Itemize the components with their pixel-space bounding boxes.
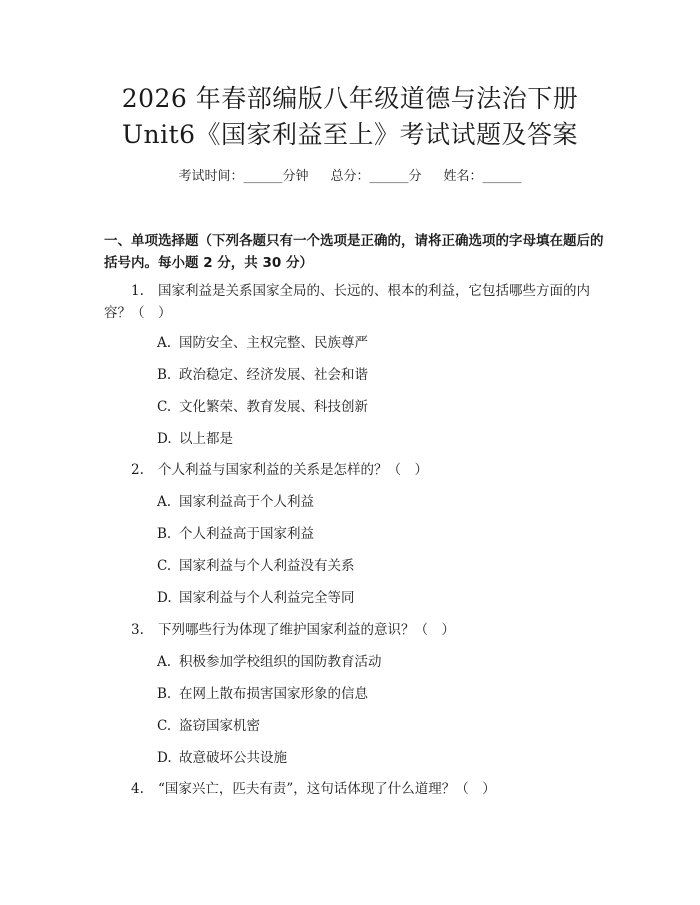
option-letter: D.	[157, 590, 172, 606]
option-2d	[157, 588, 355, 608]
question-4	[131, 778, 591, 800]
option-2a	[157, 492, 314, 512]
option-letter: B.	[157, 526, 172, 542]
option-text: 积极参加学校组织的国防教育活动	[179, 654, 382, 670]
question-3	[131, 619, 591, 641]
option-letter: C.	[157, 399, 172, 415]
question-text: 国家利益是关系国家全局的、长远的、根本的利益，它包括哪些方面的内容？（ ）	[104, 283, 590, 321]
option-1b	[157, 365, 368, 385]
option-1d	[157, 429, 233, 449]
question-1	[104, 280, 592, 324]
option-letter: A.	[157, 654, 172, 670]
option-text: 故意破坏公共设施	[179, 750, 287, 766]
option-letter: D.	[157, 431, 172, 447]
option-text: 个人利益高于国家利益	[179, 526, 314, 542]
option-2c	[157, 556, 355, 576]
option-letter: B.	[157, 686, 172, 702]
option-3b	[157, 684, 368, 704]
option-3d	[157, 748, 287, 768]
question-number: 3.	[131, 622, 144, 638]
option-text: 国家利益与个人利益没有关系	[179, 558, 355, 574]
option-letter: C.	[157, 718, 172, 734]
option-letter: D.	[157, 750, 172, 766]
option-text: 国防安全、主权完整、民族尊严	[179, 335, 368, 351]
option-3a	[157, 652, 382, 672]
option-text: 以上都是	[179, 431, 233, 447]
option-text: 国家利益高于个人利益	[179, 494, 314, 510]
question-number: 2.	[131, 462, 144, 478]
option-text: 文化繁荣、教育发展、科技创新	[179, 399, 368, 415]
option-2b	[157, 524, 314, 544]
exam-time-field: 考试时间：______分钟	[178, 169, 309, 184]
option-1c	[157, 397, 368, 417]
option-1a	[157, 333, 368, 353]
question-number: 4.	[131, 781, 144, 797]
question-2	[131, 459, 591, 481]
total-score-field: 总分：______分	[330, 169, 422, 184]
option-3c	[157, 716, 260, 736]
question-text: “国家兴亡，匹夫有责”，这句话体现了什么道理？（ ）	[158, 781, 496, 797]
option-text: 国家利益与个人利益完全等同	[179, 590, 355, 606]
option-letter: A.	[157, 494, 172, 510]
section-heading: 一、单项选择题（下列各题只有一个选项是正确的，请将正确选项的字母填在题后的括号内。每小题 2 分，共 30 分）	[104, 233, 604, 271]
document-title-line2: Unit6《国家利益至上》考试试题及答案	[121, 120, 579, 149]
question-number: 1.	[131, 283, 144, 299]
student-name-field: 姓名：______	[443, 169, 522, 184]
option-letter: C.	[157, 558, 172, 574]
option-letter: B.	[157, 367, 172, 383]
exam-meta	[0, 167, 700, 187]
option-letter: A.	[157, 335, 172, 351]
option-text: 在网上散布损害国家形象的信息	[179, 686, 368, 702]
document-title-line1: 2026 年春部编版八年级道德与法治下册	[121, 84, 579, 113]
option-text: 政治稳定、经济发展、社会和谐	[179, 367, 368, 383]
question-text: 下列哪些行为体现了维护国家利益的意识？（ ）	[158, 622, 455, 638]
option-text: 盗窃国家机密	[179, 718, 260, 734]
question-text: 个人利益与国家利益的关系是怎样的？（ ）	[158, 462, 428, 478]
